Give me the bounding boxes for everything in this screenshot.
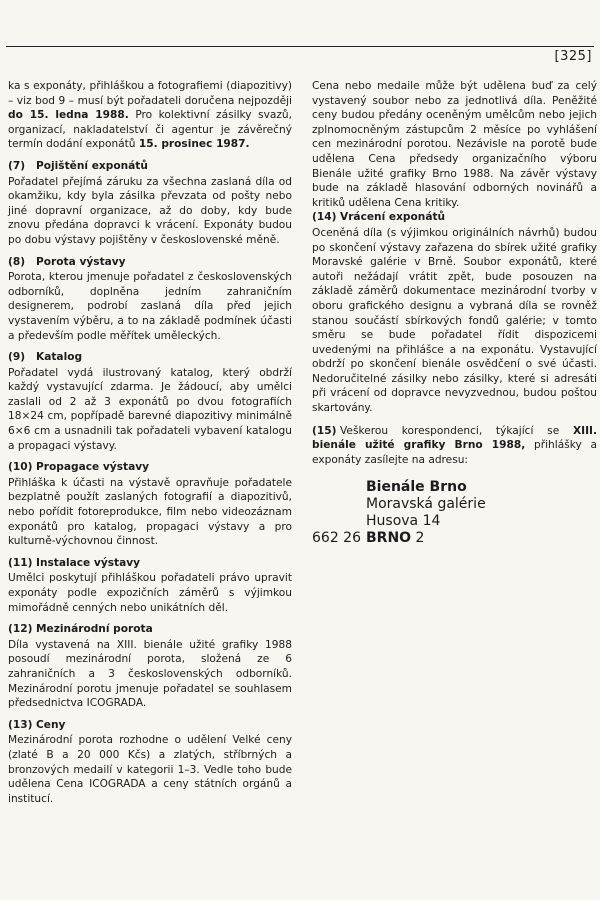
section-14-number: (14) — [312, 211, 337, 224]
address-city: BRNO — [366, 530, 412, 547]
section-10-title: Propagace výstavy — [36, 461, 150, 474]
section-8-number: (8) — [8, 255, 26, 268]
page-number: [325] — [554, 49, 592, 64]
section-9-text: Pořadatel vydá ilustrovaný katalog, který obdrží každý vystavující zdarma. Je žádoucí, aby umělci zaslali od 2 až 3 exponátů po dvou fotografiích 18×24 cm, popřípadě barevné diapozitivy minimálně 6×6 cm a usnadnili tak pořadateli vybavení katalogu a propagaci výstavy. — [8, 366, 292, 452]
section-11-heading — [8, 556, 292, 571]
section-13-title: Ceny — [36, 718, 66, 731]
section-15-paragraph — [312, 424, 597, 468]
section-10-number: (10) — [8, 461, 33, 474]
intro-text-2: Pro kolektivní zásilky svazů, organizací, nakladatelství či agentur je závěrečný termín dodání exponátů — [8, 109, 292, 151]
section-9-number: (9) — [8, 351, 26, 364]
section-7-number: (7) — [8, 159, 26, 172]
section-11-number: (11) — [8, 556, 33, 569]
header-rule — [6, 46, 594, 47]
left-column — [8, 79, 292, 806]
section-15-text-1: Veškerou korespondenci, týkající se — [340, 424, 573, 437]
section-8-title: Porota výstavy — [36, 255, 126, 268]
intro-paragraph — [8, 79, 292, 152]
section-10-heading — [8, 460, 292, 475]
section-15-event-name: XIII. bienále užité grafiky Brno 1988, — [312, 424, 597, 452]
section-8-heading — [8, 255, 292, 270]
section-10-text: Přihláška k účasti na výstavě opravňuje pořadatele bezplatně použít zaslaných fotografií a diapozitivů, nebo pořídit fotoreprodukce, film nebo videozáznam exponátů pro katalog, propagaci výstavy a pro kulturně-výchovnou činnost. — [8, 476, 292, 548]
section-11-text: Umělci poskytují přihláškou pořadateli právo upravit exponáty podle expozičních záměrů s výjimkou mimořádně cenných nebo unikátních děl. — [8, 572, 292, 614]
section-12-heading — [8, 622, 292, 637]
section-7-title: Pojištění exponátů — [36, 159, 148, 172]
section-7-text: Pořadatel přejímá záruku za všechna zaslaná díla od okamžiku, kdy byla zásilka převzata od pošty nebo jiné dopravní organizace, až do doby, kdy bude znovu předána dopravci k vrácení. Exponáty budou po dobu výstavy pojištěny v československé měně. — [8, 175, 292, 246]
intro-deadline-1: do 15. ledna 1988. — [8, 109, 129, 122]
section-13-number: (13) — [8, 718, 33, 731]
section-12-title: Mezinárodní porota — [36, 623, 153, 636]
address-city-line — [312, 530, 597, 547]
section-13-continuation: Cena nebo medaile může být udělena buď za celý vystavený soubor nebo za jednotlivá díla. Peněžité ceny budou předány oceněným umělcům nebo jejich zplnomocněným zástupcům 2 měsíce po vyhlášení cen mezinárodní porotou. Nezávisle na porotě bude udělena Cena předsedy organizačního výboru Bienále užité grafiky Brno 1988. Na závěr výstavy bude na základě hlasování odborných novinářů a kritiků udělena Cena kritiky. — [312, 80, 597, 209]
section-13-heading — [8, 718, 292, 733]
address-organization: Moravská galérie — [366, 496, 486, 513]
section-15-text-2: přihlášky a exponáty zasílejte na adresu: — [312, 439, 597, 466]
section-14-title: Vrácení exponátů — [340, 211, 446, 224]
section-12-number: (12) — [8, 623, 33, 636]
section-14-text: Oceněná díla (s výjimkou originálních návrhů) budou po skončení výstavy zařazena do sbírek užité grafiky Moravské galérie v Brně. Soubor exponátů, které autoři nežádají vrátit zpět, bude posouzen na základě záměrů dokumentace mezinárodní tvorby v oboru grafického designu a vybraná díla se rovněž stanou součástí sbírkových fondů galérie; v tomto směru se bude pořadatel řídit dispozicemi uvedenými na přihlášce a na exponátu. Vystavující obdrží po skončení bienále osvědčení o své účasti. Nedoručitelné zásilky nebo zásilky, které si adresáti při vrácení od dopravce nevyzvednou, budou poštou skartovány. — [312, 226, 597, 415]
section-9-heading — [8, 350, 292, 365]
intro-deadline-2: 15. prosinec 1987. — [138, 138, 250, 151]
address-name: Bienále Brno — [366, 479, 467, 496]
right-column — [312, 79, 597, 547]
section-8-text: Porota, kterou jmenuje pořadatel z československých odborníků, doplněna jedním zahraničním designerem, podrobí zaslaná díla před jejich vystavením výběru, a to na základě podmínek účasti a především podle měřítek uměleckých. — [8, 271, 292, 342]
section-13-text: Mezinárodní porota rozhodne o udělení Velké ceny (zlaté B a 20 000 Kčs) a zlatých, stříbrných a bronzových medailí v kategorii 1–3. Vedle toho bude udělena Cena ICOGRADA a ceny státních orgánů a institucí. — [8, 734, 292, 805]
section-14-heading — [312, 210, 597, 225]
section-11-title: Instalace výstavy — [36, 556, 141, 569]
intro-text-1: ka s exponáty, přihláškou a fotografiemi (diapozitivy) – viz bod 9 – musí být pořadateli doručena nejpozději — [8, 80, 292, 107]
section-9-title: Katalog — [36, 351, 83, 364]
postal-address — [312, 479, 597, 547]
address-district: 2 — [415, 530, 425, 547]
section-15-number: (15) — [312, 424, 337, 437]
section-12-text: Díla vystavená na XIII. bienále užité grafiky 1988 posoudí mezinárodní porota, složená ze 6 zahraničních a 3 československých odborníků. Mezinárodní porotu jmenuje pořadatel se souhlasem předsednictva ICOGRADA. — [8, 638, 292, 710]
section-7-heading — [8, 159, 292, 174]
address-zip: 662 26 — [312, 530, 361, 547]
address-street: Husova 14 — [366, 513, 441, 530]
